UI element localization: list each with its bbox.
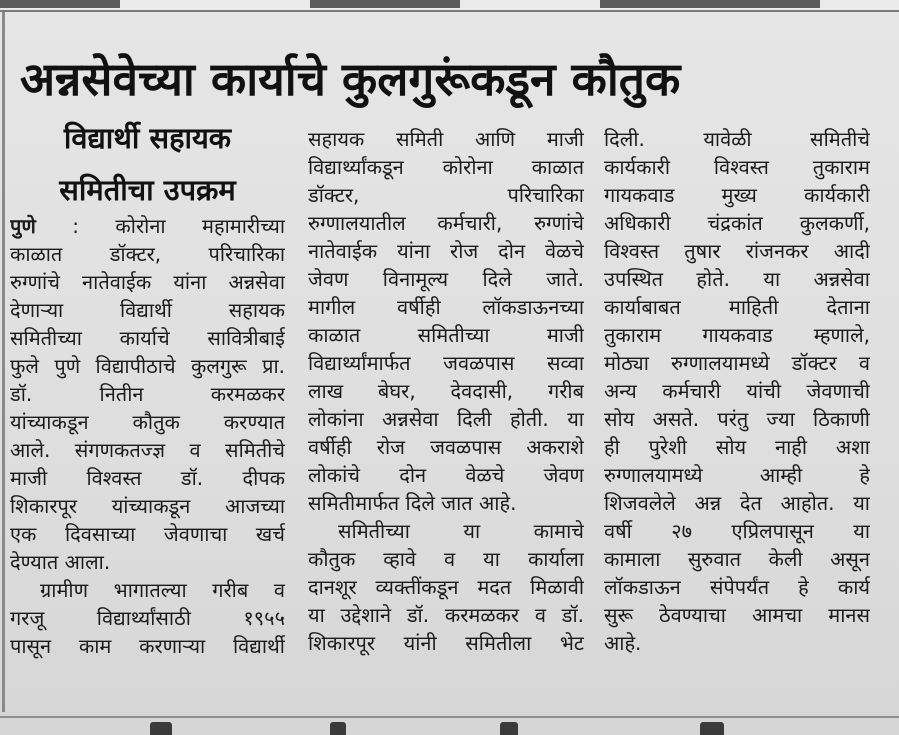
column-line: समितीच्या कार्याचे सावित्रीबाई (10, 326, 285, 350)
column-line: रुग्णांचे नातेवाईक यांना अन्नसेवा (10, 270, 285, 294)
column-line: ग्रामीण भागातल्या गरीब व (40, 578, 285, 602)
column-line: सोय असते. परंतु ज्या ठिकाणी (604, 407, 870, 431)
column-line: सहायक समिती आणि माजी (308, 127, 584, 151)
column-line: पासून काम करणाऱ्या विद्यार्थी (10, 634, 285, 658)
column-line: अधिकारी चंद्रकांत कुलकर्णी, (604, 211, 870, 235)
subheading-line-1: विद्यार्थी सहायक (63, 121, 232, 155)
column-line: काळात समितीच्या माजी (308, 323, 584, 347)
column-line: दिली. यावेळी समितीचे (604, 127, 870, 151)
column-line: मागील वर्षीही लॉकडाऊनच्या (308, 295, 584, 319)
column-line: यांच्याकडून कौतुक करण्यात (10, 410, 285, 434)
column-line: नातेवाईक यांना रोज दोन वेळचे (308, 239, 584, 263)
glyph-fragment (500, 722, 518, 735)
dateline: पुणे (10, 214, 36, 238)
column-line: डॉक्टर, परिचारिका (308, 183, 584, 207)
column-line: कौतुक व्हावे व या कार्याला (308, 547, 584, 571)
column-line: वर्षीही रोज जवळपास अकराशे (308, 435, 584, 459)
column-line: दानशूर व्यक्तींकडून मदत मिळावी (308, 575, 584, 599)
column-line: लाख बेघर, देवदासी, गरीब (308, 379, 584, 403)
headline: अन्नसेवेच्या कार्याचे कुलगुरूंकडून कौतुक (20, 52, 681, 106)
column-line: मोठ्या रुग्णालयामध्ये डॉक्टर व (604, 351, 870, 375)
column-line: कामाला सुरुवात केली असून (604, 547, 870, 571)
column-line: तुकाराम गायकवाड म्हणाले, (604, 323, 870, 347)
column-line: शिकारपूर यांनी समितीला भेट (308, 631, 584, 655)
column-line: शिकारपूर यांच्याकडून आजच्या (10, 494, 285, 518)
article-column-3 (604, 125, 870, 657)
column-line: वर्षी २७ एप्रिलपासून या (604, 519, 870, 543)
column-line: विश्वस्त तुषार रांजनकर आदी (604, 239, 870, 263)
column-line: एक दिवसाच्या जेवणाचा खर्च (10, 522, 285, 546)
glyph-fragment (700, 722, 724, 735)
column-line: रुग्णालयातील कर्मचारी, रुग्णांचे (308, 211, 584, 235)
column-line: विद्यार्थ्यांकडून कोरोना काळात (308, 155, 584, 179)
article-column-2 (308, 125, 584, 657)
column-line: लॉकडाऊन संपेपर्यंत हे कार्य (604, 575, 870, 599)
photo-fragment (310, 0, 460, 8)
column-line: डॉ. नितीन करमळकर (10, 382, 285, 406)
glyph-fragment (150, 722, 172, 735)
photo-fragment (0, 0, 120, 8)
column-line: सुरू ठेवण्याचा आमचा मानस (604, 603, 870, 627)
column-line: देणाऱ्या विद्यार्थी सहायक (10, 298, 285, 322)
column-line: जेवण विनामूल्य दिले जाते. (308, 267, 584, 291)
bottom-divider (0, 716, 899, 718)
column-line: ही पुरेशी सोय नाही अशा (604, 435, 870, 459)
column-line: माजी विश्वस्त डॉ. दीपक (10, 466, 285, 490)
top-divider (0, 10, 899, 12)
column-line: देण्यात आला. (10, 550, 111, 574)
column-line: गायकवाड मुख्य कार्यकारी (604, 183, 870, 207)
column-line: उपस्थित होते. या अन्नसेवा (604, 267, 870, 291)
previous-article-strip (0, 0, 899, 10)
column-line: शिजवलेले अन्न देत आहोत. या (604, 491, 870, 515)
glyph-fragment (330, 722, 346, 735)
column-line: फुले पुणे विद्यापीठाचे कुलगुरू प्रा. (10, 354, 285, 378)
column-line: अन्य कर्मचारी यांची जेवणाची (604, 379, 870, 403)
column-line: समितीमार्फत दिले जात आहे. (308, 491, 517, 515)
column-line: पुणे : कोरोना महामारीच्या (10, 214, 285, 238)
left-column-rule (2, 12, 5, 712)
column-line: लोकांना अन्नसेवा दिली होती. या (308, 407, 584, 431)
column-line: कार्यकारी विश्वस्त तुकाराम (604, 155, 870, 179)
column-line: रुग्णालयामध्ये आम्ही हे (604, 463, 870, 487)
column-line: कार्याबाबत माहिती देताना (604, 295, 870, 319)
column-line: लोकांचे दोन वेळचे जेवण (308, 463, 584, 487)
column-line: या उद्देशाने डॉ. करमळकर व डॉ. (308, 603, 584, 627)
column-line: विद्यार्थ्यांमार्फत जवळपास सव्वा (308, 351, 584, 375)
column-line: आले. संगणकतज्ज्ञ व समितीचे (10, 438, 285, 462)
column-line: समितीच्या या कामाचे (338, 519, 584, 543)
column-line: आहे. (604, 631, 642, 655)
column-line: गरजू विद्यार्थ्यांसाठी १९५५ (10, 606, 285, 630)
photo-fragment (600, 0, 820, 8)
column-line: काळात डॉक्टर, परिचारिका (10, 242, 285, 266)
subheading-line-2: समितीचा उपक्रम (59, 173, 236, 207)
article-column-1 (10, 212, 285, 660)
